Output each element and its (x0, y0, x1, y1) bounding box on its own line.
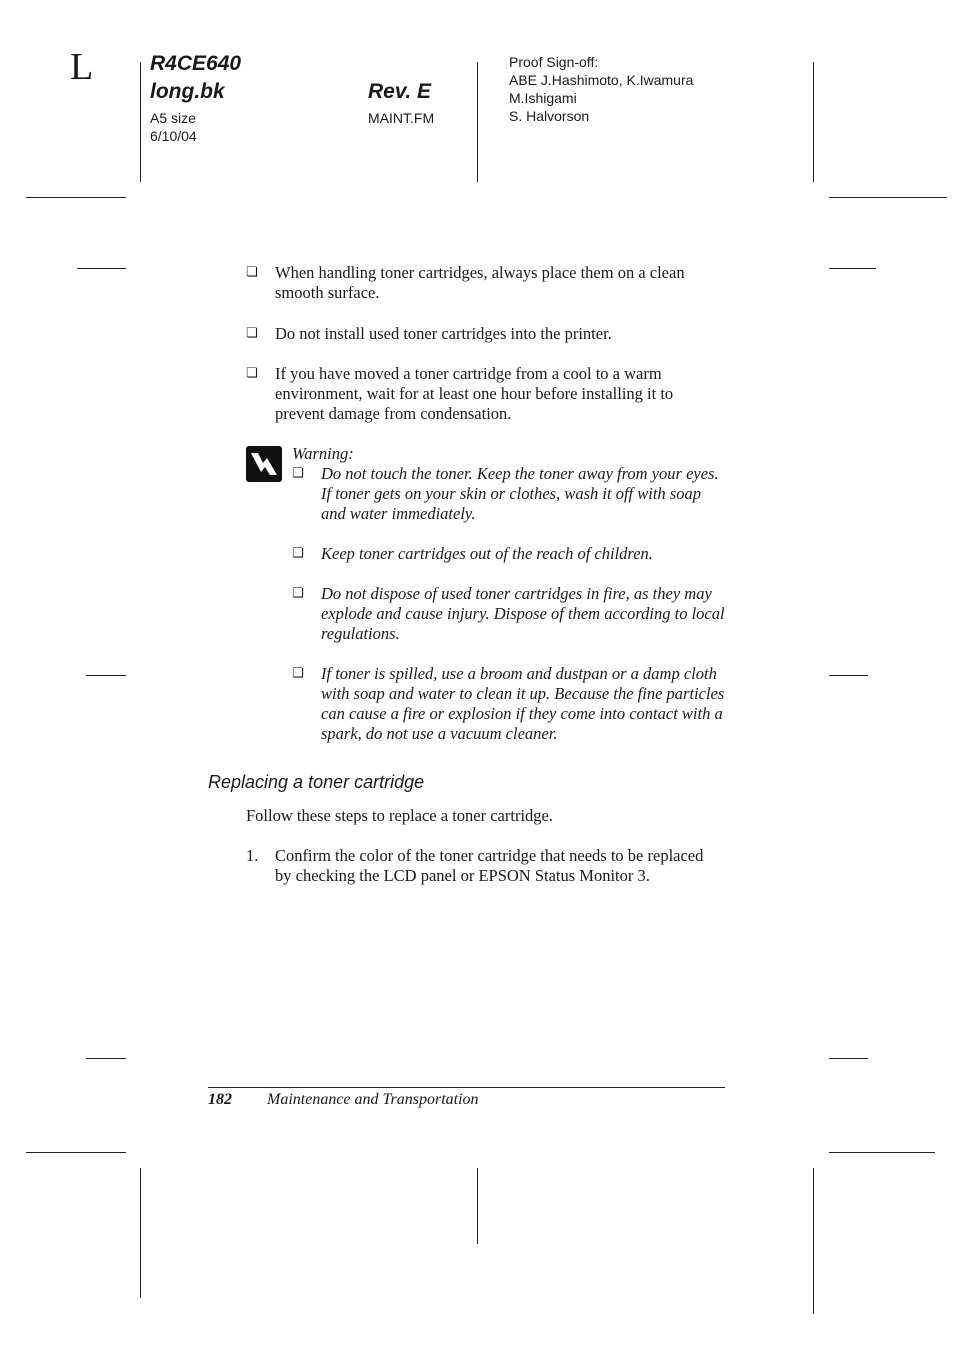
bullet-checkbox-icon: ❏ (246, 366, 258, 381)
book-code: R4CE640 (150, 52, 242, 75)
crop-mark (829, 1058, 868, 1059)
crop-mark (813, 1168, 814, 1314)
proof-signoff (509, 53, 693, 125)
page-size: A5 size (150, 110, 196, 126)
crop-mark (829, 1152, 935, 1153)
crop-mark (477, 1168, 478, 1244)
crop-mark (829, 675, 868, 676)
warning-title: Warning: (292, 444, 354, 463)
step-number: 1. (246, 846, 259, 865)
proof-names: M.Ishigami (509, 90, 577, 106)
crop-mark (813, 62, 814, 182)
proof-names: ABE J.Hashimoto, K.Iwamura (509, 72, 694, 88)
crop-mark (86, 1058, 126, 1059)
chapter-title: Maintenance and Transportation (267, 1091, 479, 1108)
crop-mark (86, 675, 126, 676)
proof-names: S. Halvorson (509, 108, 590, 124)
note-text: If you have moved a toner cartridge from a cool to a warm environment, wait for at least one hour before installing it to prevent damage from condensation. (275, 364, 674, 423)
crop-mark (26, 1152, 126, 1153)
page-number: 182 (208, 1091, 232, 1108)
bullet-checkbox-icon: ❏ (246, 265, 258, 280)
book-name (150, 50, 241, 106)
crop-mark (77, 268, 126, 269)
crop-mark (829, 268, 876, 269)
warning-text: Do not touch the toner. Keep the toner away from your eyes. If toner gets on your skin or clothes, wash it off with soap and water immediately. (321, 464, 719, 523)
footer-rule (208, 1087, 725, 1088)
bullet-checkbox-icon: ❏ (292, 466, 304, 481)
bullet-checkbox-icon: ❏ (292, 546, 304, 561)
bullet-checkbox-icon: ❏ (292, 586, 304, 601)
warning-text: If toner is spilled, use a broom and dustpan or a damp cloth with soap and water to clean it up. Because the fine particles can cause a fire or explosion if they come into contact with a spark, do not use a vacuum cleaner. (321, 664, 725, 743)
proof-title: Proof Sign-off: (509, 54, 599, 70)
print-date: 6/10/04 (150, 128, 197, 144)
crop-mark (829, 197, 947, 198)
note-text: When handling toner cartridges, always place them on a clean smooth surface. (275, 263, 685, 302)
book-file: long.bk (150, 80, 225, 103)
bullet-checkbox-icon: ❏ (246, 326, 258, 341)
bullet-checkbox-icon: ❏ (292, 666, 304, 681)
revision: Rev. E (368, 80, 432, 103)
section-intro: Follow these steps to replace a toner cartridge. (246, 806, 553, 825)
section-heading: Replacing a toner cartridge (208, 772, 425, 792)
step-text: Confirm the color of the toner cartridge that needs to be replaced by checking the LCD panel or EPSON Status Monitor 3. (275, 846, 704, 885)
crop-mark (477, 62, 478, 182)
warning-text: Do not dispose of used toner cartridges in fire, as they may explode and cause injury. Dispose of them according to local regulations. (321, 584, 725, 643)
crop-mark (140, 1168, 141, 1298)
frame-file: MAINT.FM (368, 110, 435, 126)
note-text: Do not install used toner cartridges into the printer. (275, 324, 612, 343)
warning-text: Keep toner cartridges out of the reach of children. (321, 544, 653, 563)
warning-lightning-icon (246, 446, 282, 482)
corner-letter: L (70, 46, 94, 88)
crop-mark (26, 197, 126, 198)
crop-mark (140, 62, 141, 182)
